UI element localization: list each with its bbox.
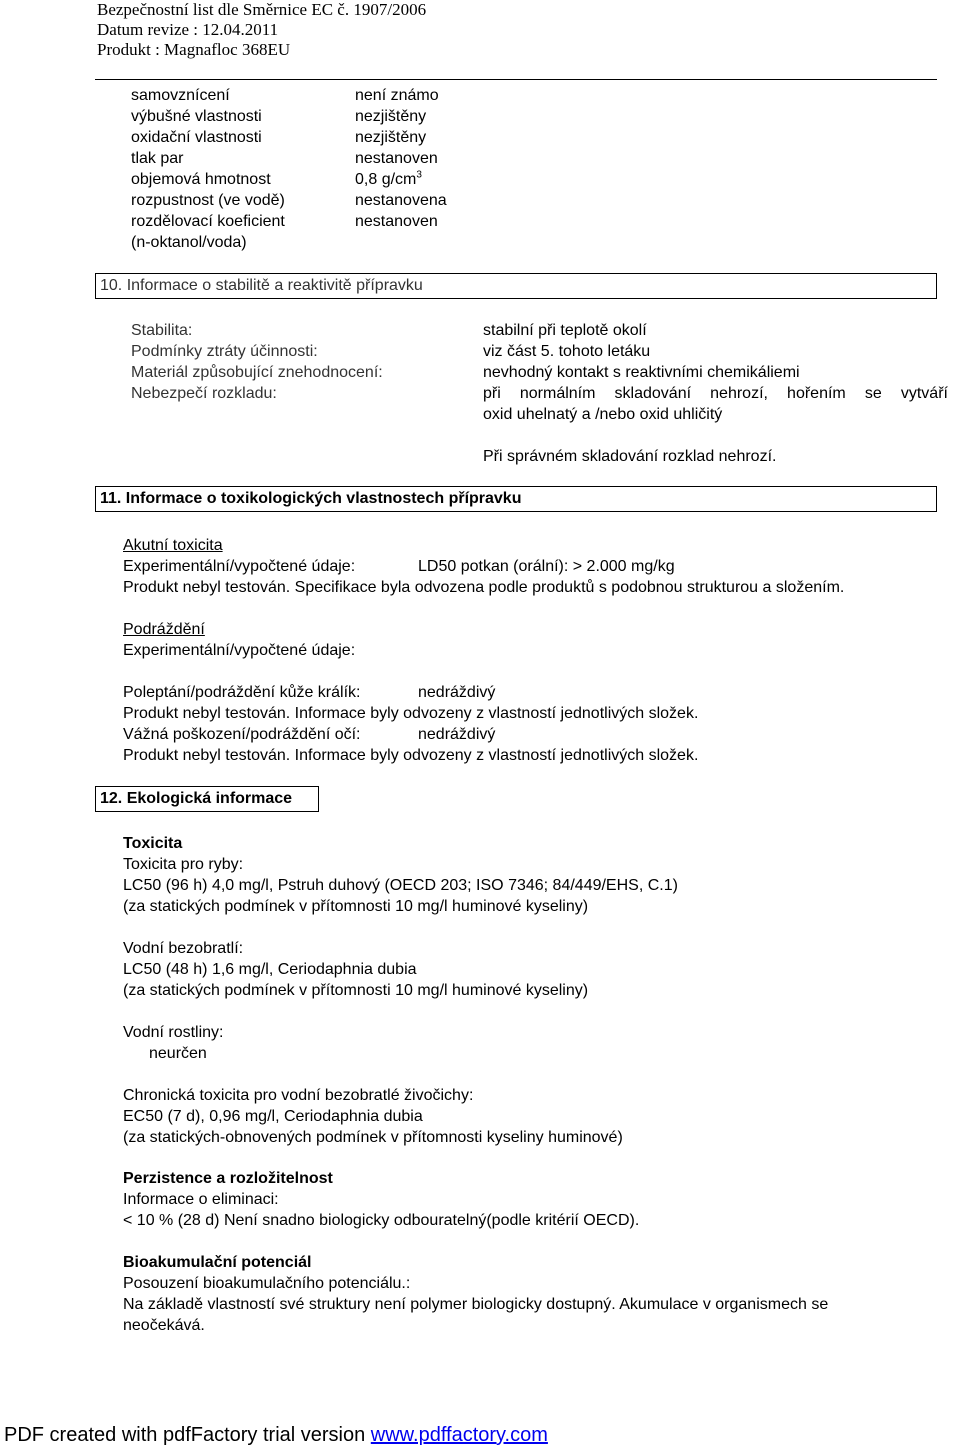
section-12-title-text: 12. Ekologická informace: [100, 790, 293, 807]
property-value: nestanoven: [355, 150, 438, 167]
property-label: tlak par: [131, 150, 184, 167]
section-11-title-text: 11. Informace o toxikologických vlastnostech přípravku: [100, 490, 522, 507]
plants-value: neurčen: [149, 1045, 207, 1062]
chronic-note: (za statických-obnovených podmínek v přítomnosti kyseliny huminové): [123, 1129, 623, 1146]
section-10-title-text: 10. Informace o stabilitě a reaktivitě přípravku: [100, 277, 423, 294]
plants-label: Vodní rostliny:: [123, 1024, 224, 1041]
header-line-3: Produkt : Magnafloc 368EU: [97, 40, 291, 59]
word: vytváří: [900, 385, 948, 402]
eye-value: nedráždivý: [418, 726, 496, 743]
header-line-1: Bezpečnostní list dle Směrnice EC č. 1907/2006: [97, 0, 427, 19]
property-label: rozdělovací koeficient: [131, 213, 285, 230]
header-rule: [95, 79, 937, 80]
density-value: 0,8 g/cm: [355, 171, 417, 188]
word: nehrozí,: [710, 385, 768, 402]
decomposition-label: Nebezpečí rozkladu:: [131, 385, 277, 402]
fish-note: (za statických podmínek v přítomnosti 10 mg/l huminové kyseliny): [123, 898, 589, 915]
invertebrates-note: (za statických podmínek v přítomnosti 10 mg/l huminové kyseliny): [123, 982, 589, 999]
skin-label: Poleptání/podráždění kůže králík:: [123, 684, 361, 701]
acute-toxicity-heading: Akutní toxicita: [123, 537, 223, 554]
property-label: oxidační vlastnosti: [131, 129, 262, 146]
property-value: nezjištěny: [355, 129, 427, 146]
invertebrates-value: LC50 (48 h) 1,6 mg/l, Ceriodaphnia dubia: [123, 961, 417, 978]
footer-link[interactable]: www.pdffactory.com: [370, 1424, 548, 1446]
elimination-value: < 10 % (28 d) Není snadno biologicky odbouratelný(podle kritérií OECD).: [123, 1212, 640, 1229]
fish-label: Toxicita pro ryby:: [123, 856, 244, 873]
property-label: samovznícení: [131, 87, 230, 104]
decomposition-value-line1: [483, 383, 948, 404]
section-11-title: [95, 486, 937, 512]
property-value: nestanovena: [355, 192, 447, 209]
acute-exp-value: LD50 potkan (orální): > 2.000 mg/kg: [418, 558, 675, 575]
property-label: (n-oktanol/voda): [131, 234, 247, 251]
acute-exp-label: Experimentální/vypočtené údaje:: [123, 558, 356, 575]
property-value: nezjištěny: [355, 108, 427, 125]
fish-value: LC50 (96 h) 4,0 mg/l, Pstruh duhový (OECD 203; ISO 7346; 84/449/EHS, C.1): [123, 877, 678, 894]
decomposition-value-line2: oxid uhelnatý a /nebo oxid uhličitý: [483, 406, 723, 423]
acute-note: Produkt nebyl testován. Specifikace byla odvozena podle produktů s podobnou strukturou a složením.: [123, 579, 845, 596]
pdf-footer: [4, 1422, 548, 1448]
chronic-label: Chronická toxicita pro vodní bezobratlé živočichy:: [123, 1087, 474, 1104]
density-exponent: 3: [416, 169, 422, 181]
bioaccumulation-line-2: neočekává.: [123, 1317, 205, 1334]
eye-note: Produkt nebyl testován. Informace byly odvozeny z vlastností jednotlivých složek.: [123, 747, 699, 764]
irritation-heading: Podráždění: [123, 621, 205, 638]
bioaccumulation-line-1: Na základě vlastností své struktury není polymer biologicky dostupný. Akumulace v organismech se: [123, 1296, 829, 1313]
property-value-density: [355, 169, 422, 190]
bioaccumulation-label: Posouzení bioakumulačního potenciálu.:: [123, 1275, 411, 1292]
property-label: objemová hmotnost: [131, 171, 271, 188]
property-value: není známo: [355, 87, 439, 104]
header-line-2: Datum revize : 12.04.2011: [97, 20, 279, 39]
word: normálním: [519, 385, 596, 402]
word: skladování: [614, 385, 692, 402]
word: hořením: [787, 385, 846, 402]
conditions-value: viz část 5. tohoto letáku: [483, 343, 651, 360]
property-value: nestanoven: [355, 213, 438, 230]
persistence-heading: Perzistence a rozložitelnost: [123, 1170, 333, 1187]
section-12-title: [95, 786, 319, 812]
section-10-title: [95, 273, 937, 299]
skin-value: nedráždivý: [418, 684, 496, 701]
materials-label: Materiál způsobující znehodnocení:: [131, 364, 383, 381]
stability-label: Stabilita:: [131, 322, 193, 339]
invertebrates-label: Vodní bezobratlí:: [123, 940, 244, 957]
property-label: výbušné vlastnosti: [131, 108, 262, 125]
bioaccumulation-heading: Bioakumulační potenciál: [123, 1254, 312, 1271]
word: se: [864, 385, 882, 402]
elimination-label: Informace o eliminaci:: [123, 1191, 279, 1208]
storage-note: Při správném skladování rozklad nehrozí.: [483, 448, 777, 465]
chronic-value: EC50 (7 d), 0,96 mg/l, Ceriodaphnia dubia: [123, 1108, 423, 1125]
conditions-label: Podmínky ztráty účinnosti:: [131, 343, 318, 360]
toxicity-heading: Toxicita: [123, 835, 183, 852]
irritation-exp-label: Experimentální/vypočtené údaje:: [123, 642, 356, 659]
eye-label: Vážná poškození/podráždění očí:: [123, 726, 361, 743]
footer-text: PDF created with pdfFactory trial version: [4, 1424, 371, 1446]
property-label: rozpustnost (ve vodě): [131, 192, 285, 209]
stability-value: stabilní při teplotě okolí: [483, 322, 647, 339]
skin-note: Produkt nebyl testován. Informace byly odvozeny z vlastností jednotlivých složek.: [123, 705, 699, 722]
word: při: [483, 385, 501, 402]
materials-value: nevhodný kontakt s reaktivními chemikáliemi: [483, 364, 800, 381]
